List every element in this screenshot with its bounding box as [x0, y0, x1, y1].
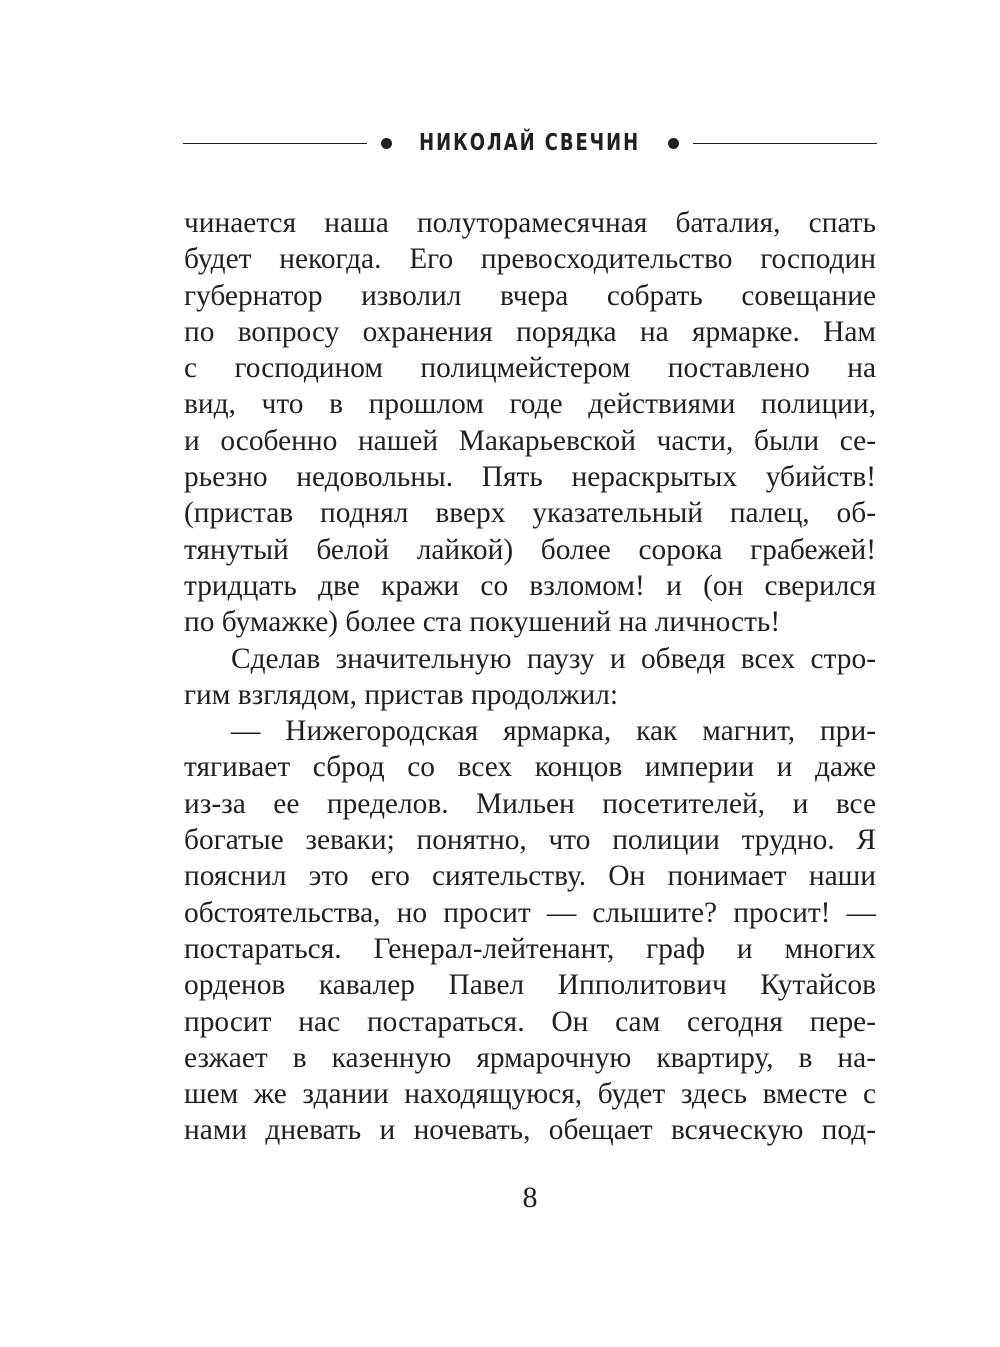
text-line: богатые зеваки; понятно, что полиции трудно. Я	[184, 824, 876, 857]
text-line: постараться. Генерал-лейтенант, граф и многих	[184, 932, 876, 965]
text-line: (пристав поднял вверх указательный палец, об-	[184, 497, 876, 530]
text-line: нами дневать и ночевать, обещает всяческую под-	[184, 1114, 876, 1147]
text-line: чинается наша полуторамесячная баталия, спать	[184, 207, 876, 239]
text-line: просит нас постараться. Он сам сегодня пере-	[184, 1005, 876, 1038]
header-rule-left	[183, 143, 367, 144]
header-bullet-right	[668, 138, 679, 149]
header-bullet-left	[381, 138, 392, 149]
text-line: и особенно нашей Макарьевской части, были се-	[184, 424, 876, 457]
text-line: по вопросу охранения порядка на ярмарке. Нам	[184, 315, 876, 348]
text-line: тянутый белой лайкой) более сорока грабежей!	[184, 533, 876, 566]
text-line: пояснил это его сиятельству. Он понимает наши	[184, 860, 876, 893]
running-head	[183, 128, 877, 158]
author-name: НИКОЛАЙ СВЕЧИН	[419, 130, 641, 156]
text-line: обстоятельства, но просит — слышите? просит! —	[184, 896, 876, 929]
text-line: губернатор изволил вчера собрать совещание	[184, 279, 876, 312]
text-line: из-за ее пределов. Мильен посетителей, и все	[184, 787, 876, 820]
text-line: езжает в казенную ярмарочную квартиру, в на-	[184, 1041, 876, 1074]
header-rule-right	[693, 143, 877, 144]
text-line: тридцать две кражи со взломом! и (он сверился	[184, 569, 876, 602]
text-line: орденов кавалер Павел Ипполитович Кутайсов	[184, 969, 876, 1002]
text-line: — Нижегородская ярмарка, как магнит, при-	[231, 715, 876, 748]
text-line: рьезно недовольны. Пять нераскрытых убийств!	[184, 461, 876, 494]
text-line: шем же здании находящуюся, будет здесь вместе с	[184, 1078, 876, 1111]
text-line: будет некогда. Его превосходительство господин	[184, 243, 876, 276]
text-line: тягивает сброд со всех концов империи и даже	[184, 751, 876, 784]
page-number: 8	[522, 1181, 538, 1214]
text-line: Сделав значительную паузу и обведя всех стро-	[231, 642, 876, 675]
body-text	[184, 205, 876, 1149]
text-line: с господином полицмейстером поставлено на	[184, 352, 876, 385]
text-line: гим взглядом, пристав продолжил:	[184, 678, 619, 711]
text-line: вид, что в прошлом годе действиями полиции,	[184, 388, 876, 421]
text-line: по бумажке) более ста покушений на личность!	[184, 606, 781, 639]
